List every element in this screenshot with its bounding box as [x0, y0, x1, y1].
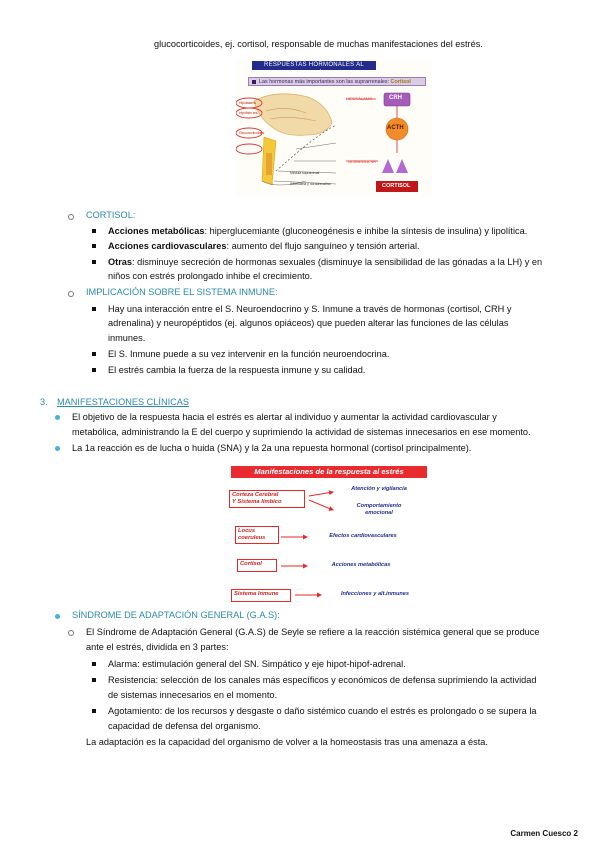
effect-cardiovascular: Efectos cardiovasculares — [329, 533, 397, 539]
cortisol-heading: CORTISOL: — [86, 210, 136, 220]
inmune-item-1-l1: Hay una interacción entre el S. Neuroendocrino y S. Inmune a través de hormonas (cortisol, CRH y — [108, 304, 512, 314]
gas-heading: SÍNDROME DE ADAPTACIÓN GENERAL (G.A.S): — [72, 610, 280, 620]
inmune-item-3: El estrés cambia la fuerza de la respuesta inmune y su calidad. — [108, 365, 366, 375]
label-acth: ACTH — [387, 125, 404, 131]
section3-b1-l1: El objetivo de la respuesta hacia el estrés es alertar al individuo y aumentar la actividad cardiovascular y — [72, 412, 497, 422]
cortisol-item-3: Otras: disminuye secreción de hormonas sexuales (disminuye la sensibilidad de las gónadas a la LH) y en — [108, 257, 543, 267]
gas-intro-l1: El Síndrome de Adaptación General (G.A.S) de Seyle se refiere a la reacción sistémica general que se produce — [86, 627, 540, 637]
bullet-icon — [55, 415, 60, 420]
label-left4: Médula suprarrenal — [290, 171, 320, 175]
square-bullet-icon — [92, 260, 96, 264]
cortisol-item-2: Acciones cardiovasculares: aumento del flujo sanguíneo y tensión arterial. — [108, 241, 420, 251]
label-left1: Hipotálamo — [239, 101, 257, 105]
label-glandula: GLÁNDULA SR — [348, 159, 377, 164]
effect-inmunes: Infecciones y alt.inmunes — [340, 591, 410, 597]
section3-b2: La 1a reacción es de lucha o huida (SNA) y la 2a una repuesta hormonal (cortisol principalmente). — [72, 443, 472, 453]
box-locus: Locus coeruleus — [235, 526, 279, 544]
effect-atencion: Atención y vigilancia — [351, 486, 407, 492]
circle-bullet-icon — [68, 214, 74, 220]
box-inmune: Sistema Inmune — [231, 589, 291, 602]
section3-number: 3. — [40, 397, 48, 407]
inmune-item-2: El S. Inmune puede a su vez intervenir en la función neuroendocrina. — [108, 349, 390, 359]
stress-manifestations-figure — [229, 466, 429, 606]
figure1-subtitle: Las hormonas más importantes son las suprarrenales: Cortisol — [248, 77, 426, 86]
label-crh: CRH — [389, 95, 402, 101]
cortisol-item-1: Acciones metabólicas: hiperglucemiante (gluconeogénesis e inhibe la síntesis de insulina) y lipolítica. — [108, 226, 528, 236]
figure1-title: RESPUESTAS HORMONALES AL ESTRÉS — [252, 61, 376, 70]
bullet-icon — [55, 614, 60, 619]
section3-title: MANIFESTACIONES CLÍNICAS — [57, 397, 190, 407]
label-cortisol: CORTISOL — [382, 183, 411, 189]
hormonal-response-figure — [236, 61, 432, 195]
figure2-title: Manifestaciones de la respuesta al estrés — [231, 466, 427, 478]
label-hipotalamo: HIPOTÁLAMO — [346, 96, 373, 101]
square-bullet-icon — [92, 368, 96, 372]
gas-agotamiento-l2: capacidad de defensa del organismo. — [108, 721, 261, 731]
page-footer: Carmen Cuesco 2 — [510, 829, 578, 838]
square-bullet-icon — [92, 244, 96, 248]
gas-resistencia-l2: de sistemas innecesarios en el momento. — [108, 690, 278, 700]
section3-b1-l2: metabólica, administrando la E del cuerpo y suprimiendo la actividad de sistemas innecesarios en ese momento. — [72, 427, 531, 437]
effect-comportamiento: Comportamiento emocional — [356, 503, 402, 516]
bullet-icon — [55, 446, 60, 451]
gas-intro-l2: ante el estrés, dividida en 3 partes: — [86, 642, 229, 652]
square-bullet-icon — [92, 662, 96, 666]
inmune-item-1-l2: adrenalina) y neuropéptidos (ej. algunos opiáceos) que pueden alterar las funciones de las células — [108, 318, 509, 328]
inmune-item-1-l3: inmunes. — [108, 333, 146, 343]
gas-resistencia-l1: Resistencia: selección de los canales más específicos y económicos de defensa suprimiendo la actividad — [108, 675, 537, 685]
gas-alarma: Alarma: estimulación general del SN. Simpático y eje hipot-hipof-adrenal. — [108, 659, 406, 669]
square-bullet-icon — [92, 307, 96, 311]
gas-closing: La adaptación es la capacidad del organismo de volver a la homeostasis tras una amenaza a ésta. — [86, 737, 488, 747]
circle-bullet-icon — [68, 291, 74, 297]
label-left5: Adrenalina y noradrenalina — [290, 182, 331, 186]
square-bullet-icon — [92, 229, 96, 233]
label-left2: Hipófisis ant. — [239, 111, 259, 115]
square-bullet-icon — [92, 678, 96, 682]
gas-agotamiento-l1: Agotamiento: de los recursos y desgaste o daño sistémico cuando el estrés es prolongado o se supera la — [108, 706, 537, 716]
cortisol-item-3-cont: niños con estrés prolongado inhibe el crecimiento. — [108, 271, 313, 281]
circle-bullet-icon — [68, 630, 74, 636]
label-left3: Glucocorticoides — [239, 131, 265, 135]
square-bullet-icon — [92, 709, 96, 713]
box-corteza: Corteza Cerebral Y Sistema límbico — [229, 490, 305, 508]
square-bullet-icon — [92, 352, 96, 356]
inmune-heading: IMPLICACIÓN SOBRE EL SISTEMA INMUNE: — [86, 287, 278, 297]
top-line: glucocorticoides, ej. cortisol, responsable de muchas manifestaciones del estrés. — [154, 39, 483, 49]
box-cortisol: Cortisol — [237, 559, 277, 572]
effect-metabolicas: Acciones metabólicas — [331, 562, 391, 568]
